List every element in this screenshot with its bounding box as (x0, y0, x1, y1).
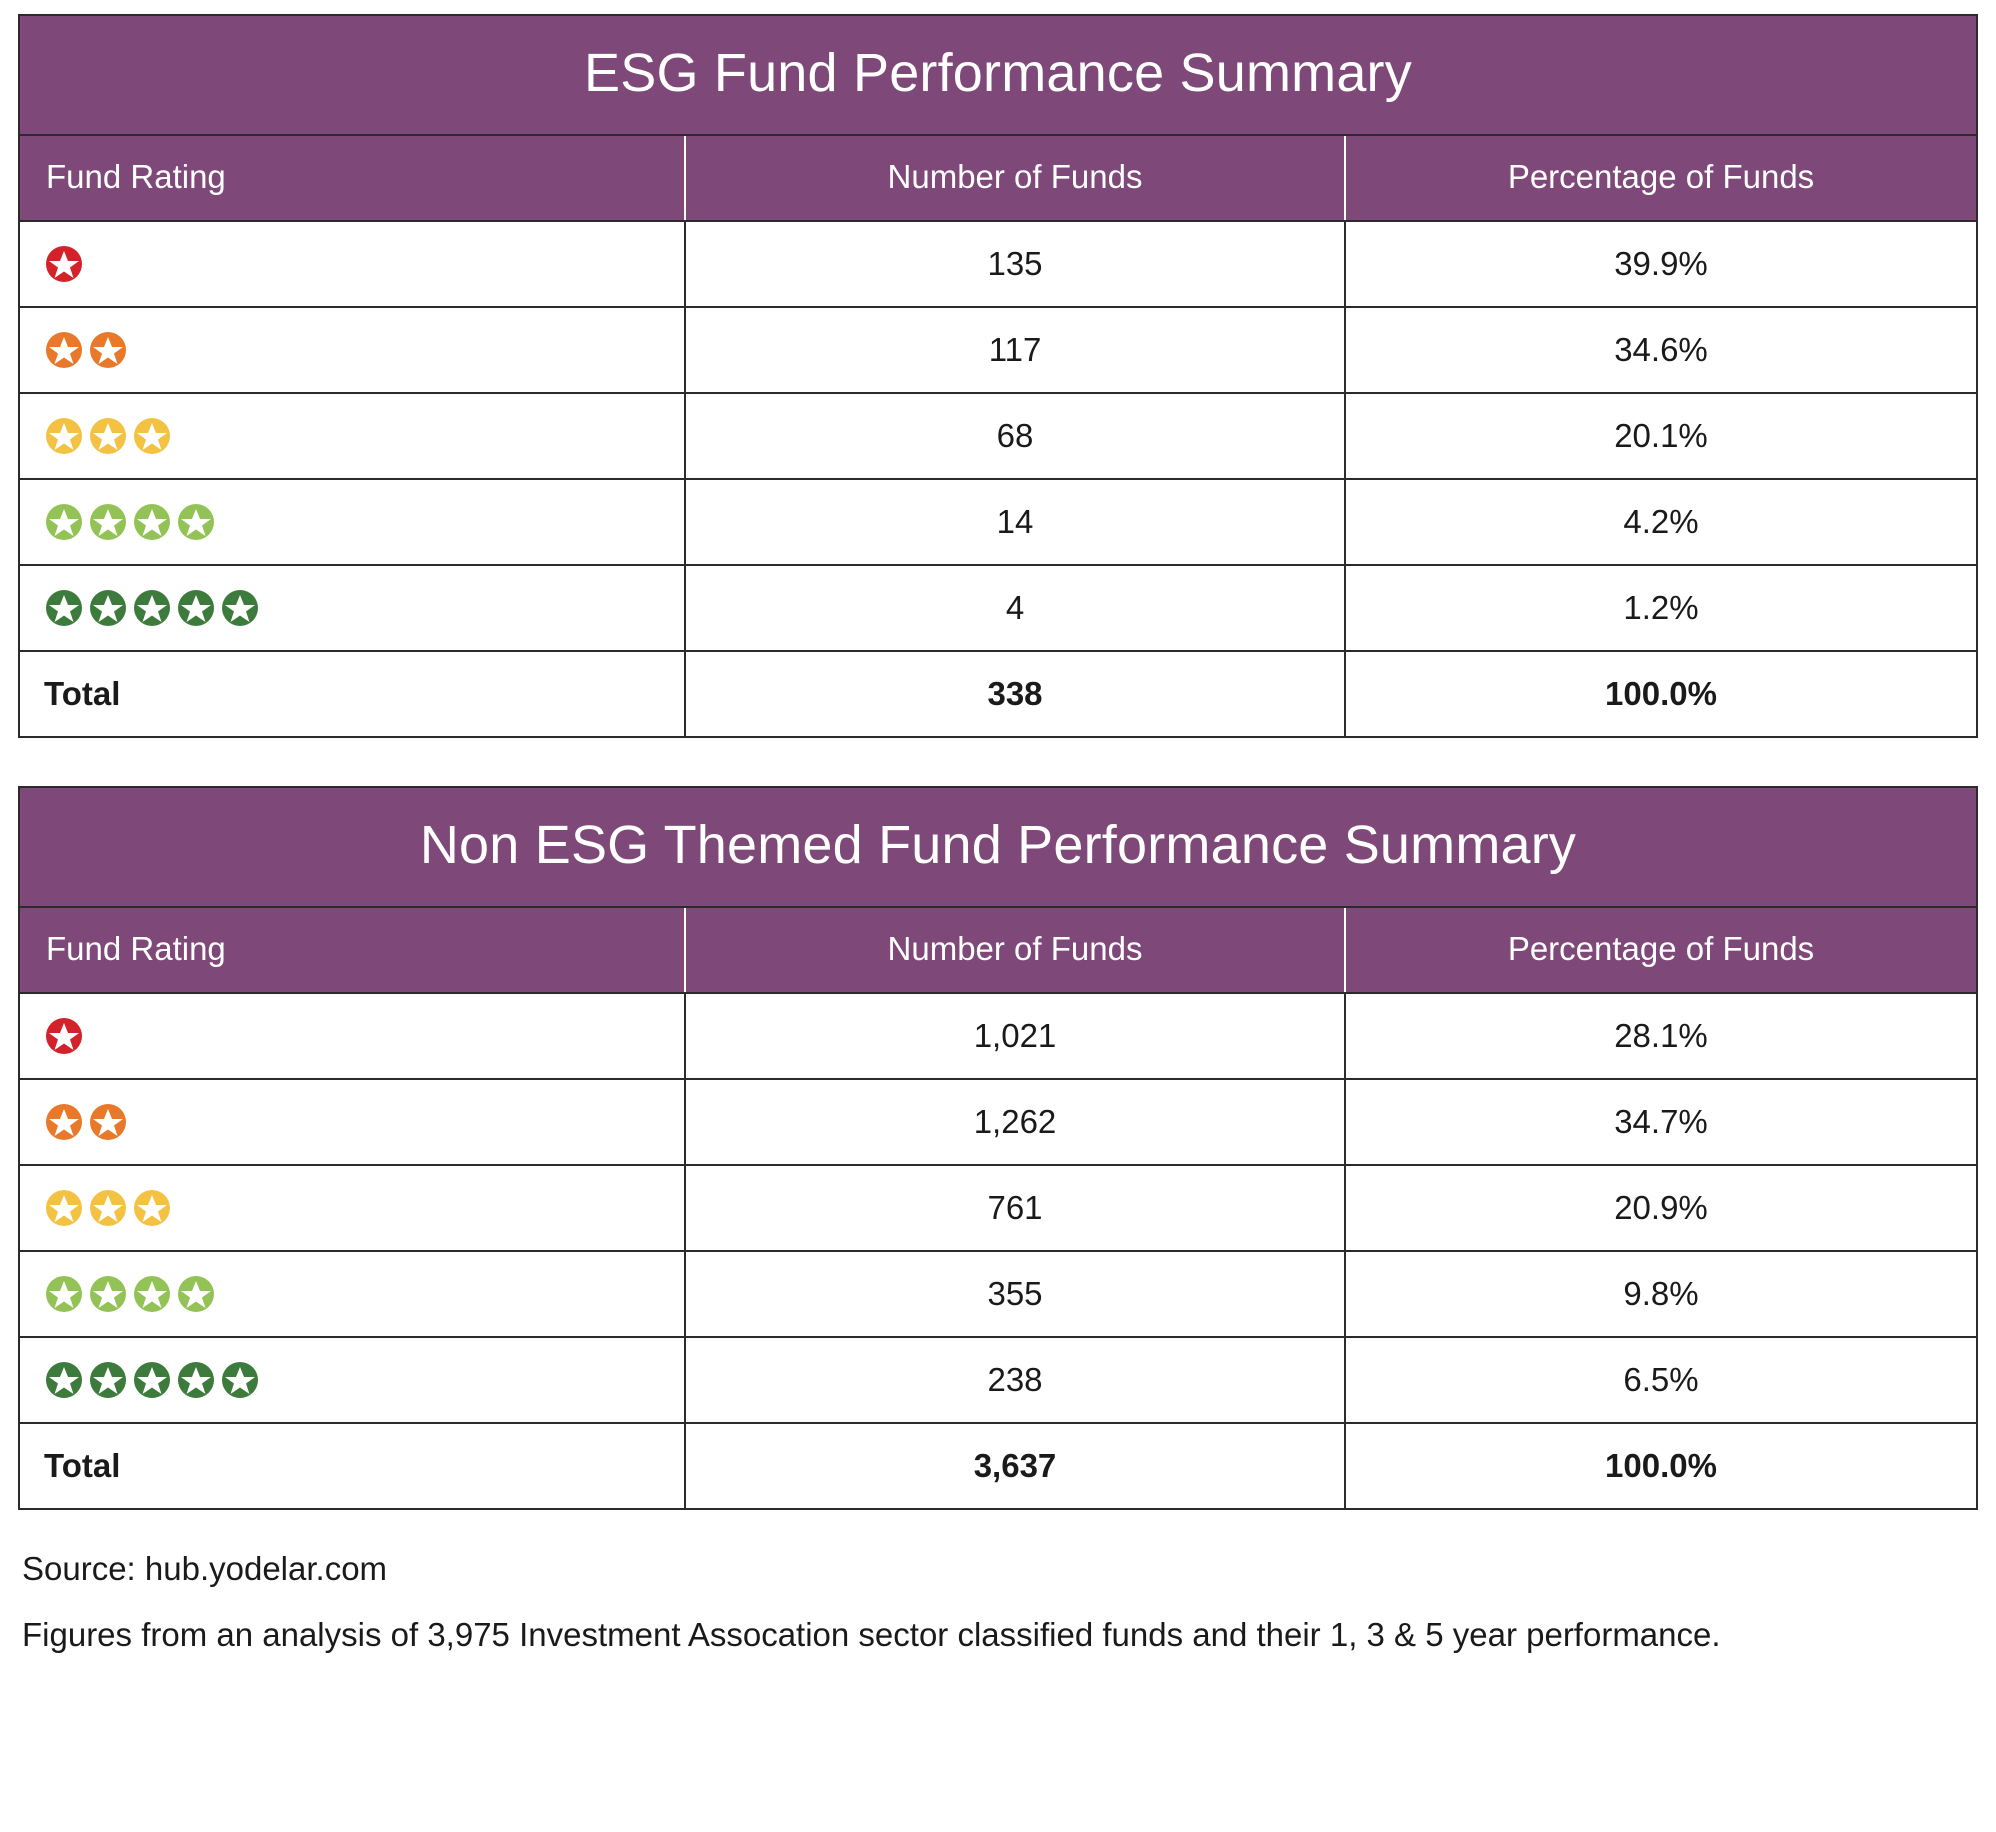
number-cell: 1,021 (685, 993, 1345, 1079)
percentage-cell: 20.9% (1345, 1165, 1976, 1251)
star-icon (132, 416, 172, 456)
rating-cell-1-star (20, 993, 685, 1079)
percentage-cell: 34.6% (1345, 307, 1976, 393)
percentage-cell: 6.5% (1345, 1337, 1976, 1423)
non-esg-fund-table (20, 908, 1976, 1508)
table-row (20, 993, 1976, 1079)
number-cell: 238 (685, 1337, 1345, 1423)
star-icon (88, 330, 128, 370)
star-icon (176, 1274, 216, 1314)
total-percentage: 100.0% (1345, 651, 1976, 736)
rating-cell-5-star (20, 565, 685, 651)
percentage-cell: 4.2% (1345, 479, 1976, 565)
star-icon (132, 588, 172, 628)
total-number: 3,637 (685, 1423, 1345, 1508)
table-total-row (20, 651, 1976, 736)
total-label: Total (20, 1423, 685, 1508)
total-label: Total (20, 651, 685, 736)
esg-table-head (20, 136, 1976, 221)
star-icon (44, 588, 84, 628)
star-icon (132, 502, 172, 542)
star-rating-2 (44, 308, 684, 392)
number-cell: 4 (685, 565, 1345, 651)
star-icon (88, 588, 128, 628)
table-header-row (20, 908, 1976, 993)
table-row (20, 221, 1976, 307)
percentage-cell: 34.7% (1345, 1079, 1976, 1165)
footer (18, 1544, 1978, 1660)
non-esg-table-title: Non ESG Themed Fund Performance Summary (20, 788, 1976, 908)
total-percentage: 100.0% (1345, 1423, 1976, 1508)
rating-cell-4-star (20, 479, 685, 565)
star-icon (88, 1188, 128, 1228)
star-icon (44, 1188, 84, 1228)
number-cell: 68 (685, 393, 1345, 479)
number-cell: 135 (685, 221, 1345, 307)
number-cell: 1,262 (685, 1079, 1345, 1165)
star-rating-3 (44, 394, 684, 478)
star-icon (176, 1360, 216, 1400)
star-icon (44, 1274, 84, 1314)
esg-table-title: ESG Fund Performance Summary (20, 16, 1976, 136)
header-number-of-funds: Number of Funds (685, 136, 1345, 221)
rating-cell-5-star (20, 1337, 685, 1423)
star-icon (44, 244, 84, 284)
note-text: Figures from an analysis of 3,975 Investment Assocation sector classified funds and their 1, 3 & 5 year performance. (22, 1616, 1721, 1654)
table-row (20, 1251, 1976, 1337)
table-header-row (20, 136, 1976, 221)
table-total-row (20, 1423, 1976, 1508)
rating-cell-4-star (20, 1251, 685, 1337)
star-icon (88, 1102, 128, 1142)
star-icon (132, 1360, 172, 1400)
star-icon (132, 1274, 172, 1314)
number-cell: 14 (685, 479, 1345, 565)
star-icon (44, 1360, 84, 1400)
table-row (20, 1079, 1976, 1165)
star-icon (88, 416, 128, 456)
star-icon (44, 502, 84, 542)
rating-cell-3-star (20, 1165, 685, 1251)
number-cell: 117 (685, 307, 1345, 393)
star-rating-1 (44, 222, 684, 306)
star-rating-4 (44, 480, 684, 564)
star-rating-1 (44, 994, 684, 1078)
esg-fund-table (20, 136, 1976, 736)
rating-cell-1-star (20, 221, 685, 307)
header-fund-rating: Fund Rating (20, 136, 685, 221)
header-number-of-funds: Number of Funds (685, 908, 1345, 993)
rating-cell-2-star (20, 307, 685, 393)
header-percentage-of-funds: Percentage of Funds (1345, 136, 1976, 221)
non-esg-table-body (20, 993, 1976, 1508)
non-esg-fund-table-block (18, 786, 1978, 1510)
star-icon (44, 1016, 84, 1056)
percentage-cell: 39.9% (1345, 221, 1976, 307)
star-icon (132, 1188, 172, 1228)
non-esg-table-head (20, 908, 1976, 993)
rating-cell-3-star (20, 393, 685, 479)
star-icon (176, 502, 216, 542)
table-row (20, 393, 1976, 479)
total-number: 338 (685, 651, 1345, 736)
percentage-cell: 1.2% (1345, 565, 1976, 651)
star-icon (88, 1360, 128, 1400)
star-rating-5 (44, 1338, 684, 1422)
table-row (20, 1165, 1976, 1251)
star-icon (220, 1360, 260, 1400)
star-icon (220, 588, 260, 628)
esg-fund-table-block (18, 14, 1978, 738)
header-percentage-of-funds: Percentage of Funds (1345, 908, 1976, 993)
number-cell: 761 (685, 1165, 1345, 1251)
table-row (20, 565, 1976, 651)
rating-cell-2-star (20, 1079, 685, 1165)
star-icon (176, 588, 216, 628)
star-rating-2 (44, 1080, 684, 1164)
star-icon (88, 1274, 128, 1314)
table-row (20, 307, 1976, 393)
star-icon (44, 330, 84, 370)
esg-table-body (20, 221, 1976, 736)
star-icon (88, 502, 128, 542)
source-text: Source: hub.yodelar.com (22, 1550, 388, 1587)
star-rating-4 (44, 1252, 684, 1336)
percentage-cell: 9.8% (1345, 1251, 1976, 1337)
table-row (20, 1337, 1976, 1423)
header-fund-rating: Fund Rating (20, 908, 685, 993)
star-rating-5 (44, 566, 684, 650)
number-cell: 355 (685, 1251, 1345, 1337)
table-row (20, 479, 1976, 565)
star-icon (44, 416, 84, 456)
percentage-cell: 28.1% (1345, 993, 1976, 1079)
star-icon (44, 1102, 84, 1142)
percentage-cell: 20.1% (1345, 393, 1976, 479)
star-rating-3 (44, 1166, 684, 1250)
